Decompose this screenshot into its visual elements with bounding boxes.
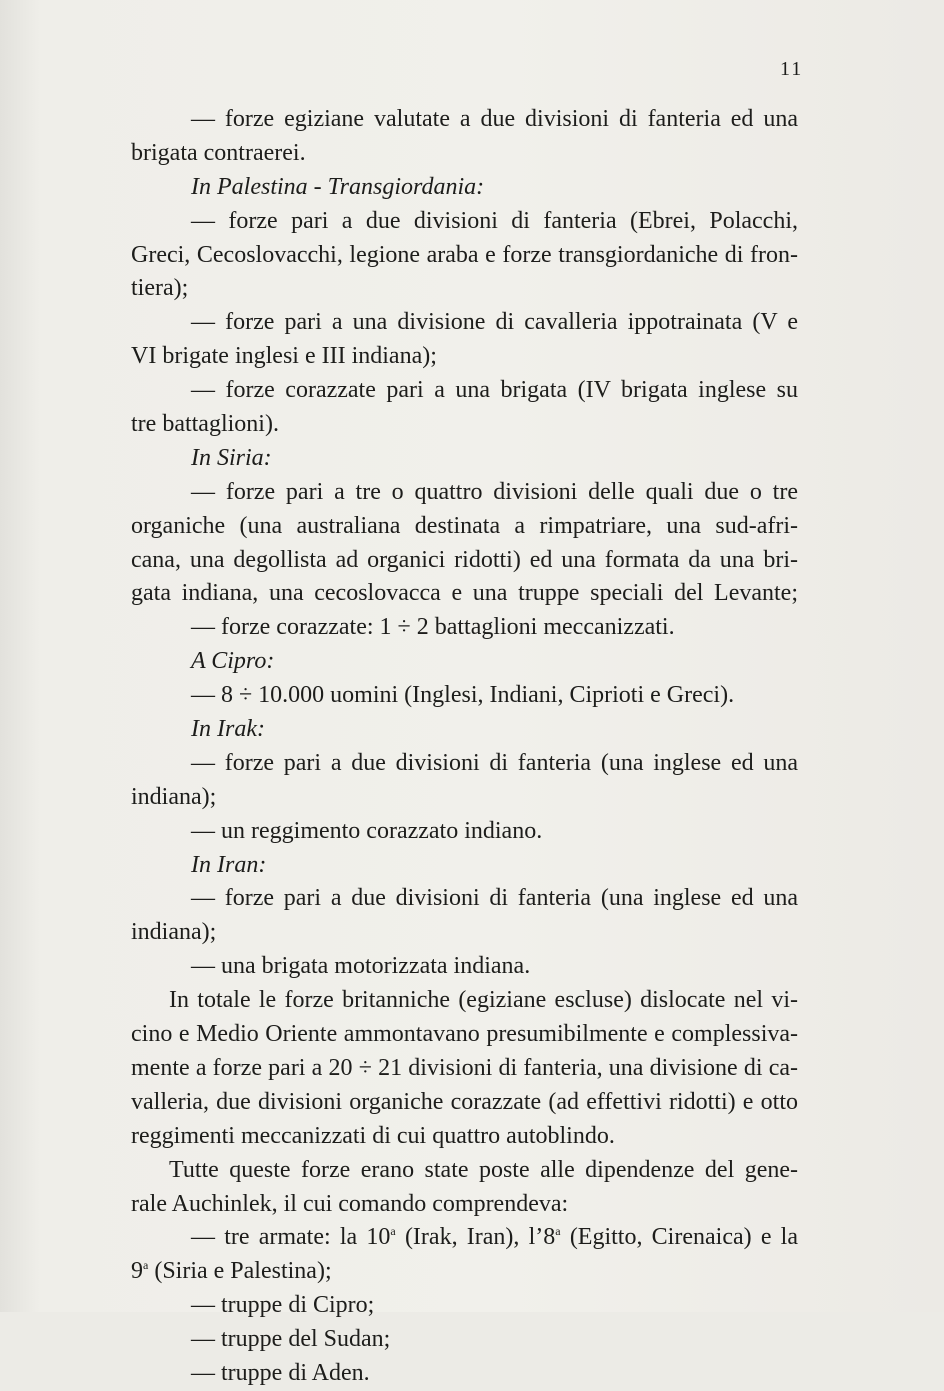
- text-line: valleria, due divisioni organiche corazzate (ad effettivi ridotti) e otto: [131, 1088, 798, 1115]
- text-line: tiera);: [131, 275, 189, 302]
- text-line: mente a forze pari a 20 ÷ 21 divisioni di fanteria, una divisione di ca-: [131, 1054, 798, 1081]
- armate-part: (Irak, Iran), l’8: [395, 1224, 556, 1251]
- text-line: — forze corazzate: 1 ÷ 2 battaglioni meccanizzati.: [191, 614, 675, 641]
- text-line: rale Auchinlek, il cui comando comprendeva:: [131, 1190, 569, 1217]
- text-line: — forze pari a una divisione di cavalleria ippotrainata (V e: [191, 309, 798, 336]
- text-line: Greci, Cecoslovacchi, legione araba e forze transgiordaniche di fron-: [131, 241, 798, 268]
- text-line: — forze pari a due divisioni di fanteria (una inglese ed una: [191, 885, 798, 912]
- text-line: — 8 ÷ 10.000 uomini (Inglesi, Indiani, Ciprioti e Greci).: [191, 682, 735, 709]
- text-line: reggimenti meccanizzati di cui quattro autoblindo.: [131, 1122, 615, 1149]
- text-line: — forze pari a due divisioni di fanteria (Ebrei, Polacchi,: [191, 207, 798, 234]
- text-line: cino e Medio Oriente ammontavano presumibilmente e complessiva-: [131, 1021, 798, 1048]
- text-line: — un reggimento corazzato indiano.: [191, 817, 543, 844]
- armate-part: (Siria e Palestina);: [148, 1258, 332, 1285]
- armate-part: — tre armate: la 10: [191, 1224, 391, 1251]
- ordinal-mark: a: [143, 1258, 149, 1273]
- text-line: — truppe del Sudan;: [191, 1326, 391, 1353]
- armate-part: (Egitto, Cirenaica) e la: [560, 1224, 798, 1251]
- text-line: In totale le forze britanniche (egiziane escluse) dislocate nel vi-: [169, 987, 798, 1014]
- text-line: indiana);: [131, 783, 217, 810]
- text-line: — forze corazzate pari a una brigata (IV brigata inglese su: [191, 377, 798, 404]
- ordinal-mark: a: [555, 1224, 561, 1239]
- text-line: Tutte queste forze erano state poste alle dipendenze del gene-: [169, 1156, 798, 1183]
- page-number: 11: [780, 58, 804, 80]
- armate-part: 9: [131, 1258, 143, 1285]
- page-text: [131, 103, 798, 1391]
- ordinal-mark: a: [390, 1224, 396, 1239]
- text-line: — truppe di Cipro;: [191, 1292, 375, 1319]
- text-line: brigata contraerei.: [131, 139, 306, 166]
- text-line: — forze pari a due divisioni di fanteria (una inglese ed una: [191, 749, 798, 776]
- text-line: gata indiana, una cecoslovacca e una truppe speciali del Levante;: [131, 580, 798, 607]
- text-line: indiana);: [131, 919, 217, 946]
- text-line: — forze egiziane valutate a due divisioni di fanteria ed una: [191, 106, 798, 132]
- section-heading: A Cipro:: [191, 648, 275, 675]
- section-heading: In Iran:: [191, 851, 267, 878]
- text-line: — forze pari a tre o quattro divisioni delle quali due o tre: [191, 478, 798, 505]
- text-line: organiche (una australiana destinata a rimpatriare, una sud-afri-: [131, 512, 798, 539]
- text-line-armate: [131, 1221, 798, 1255]
- text-line: — truppe di Aden.: [191, 1359, 370, 1386]
- text-line-armate: [131, 1255, 798, 1289]
- text-line: — una brigata motorizzata indiana.: [191, 953, 531, 980]
- section-heading: In Siria:: [191, 444, 272, 471]
- text-line: VI brigate inglesi e III indiana);: [131, 343, 437, 370]
- section-heading: In Irak:: [191, 716, 265, 743]
- text-line: cana, una degollista ad organici ridotti) ed una formata da una bri-: [131, 546, 798, 573]
- text-line: tre battaglioni).: [131, 411, 279, 438]
- section-heading: In Palestina - Transgiordania:: [191, 173, 485, 200]
